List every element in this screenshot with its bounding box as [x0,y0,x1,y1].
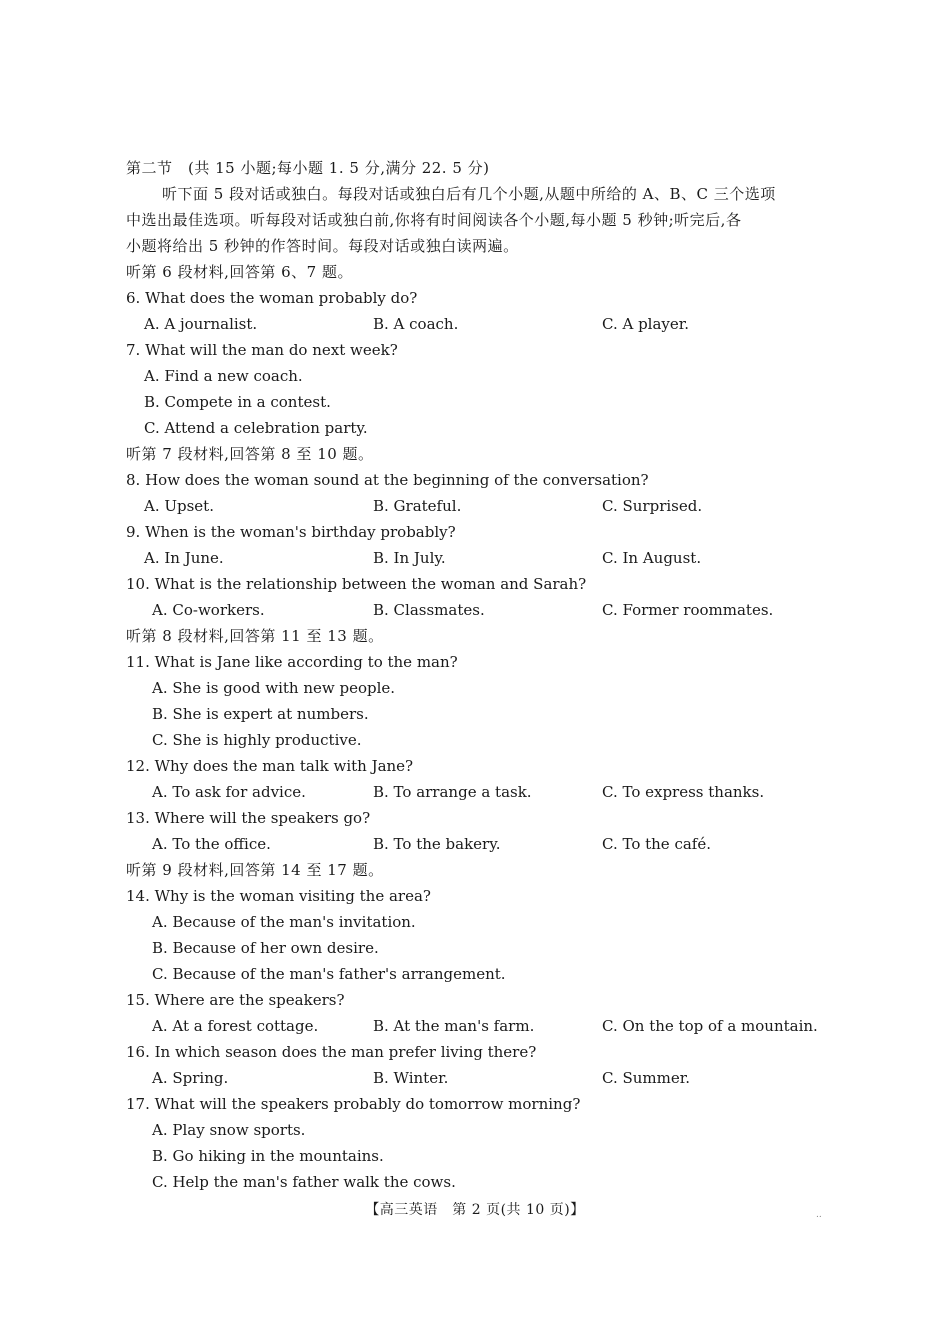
question-stem: 11. What is Jane like according to the man? [126,653,458,671]
page-footer [0,1200,950,1220]
option-c: C. On the top of a mountain. [602,1017,818,1035]
option-c: C. Former roommates. [602,601,774,619]
option-b: B. Compete in a contest. [144,393,331,411]
question-stem: 9. When is the woman's birthday probably? [126,523,456,541]
instruction-line: 听下面 5 段对话或独白。每段对话或独白后有几个小题,从题中所给的 A、B、C 三个选项 [162,185,776,203]
option-b: B. In July. [373,549,446,567]
option-c: C. A player. [602,315,690,333]
group-header: 听第 6 段材料,回答第 6、7 题。 [126,263,353,281]
option-c: C. Attend a celebration party. [144,419,368,437]
instruction-line: 小题将给出 5 秒钟的作答时间。每段对话或独白读两遍。 [126,237,519,255]
group-header: 听第 9 段材料,回答第 14 至 17 题。 [126,861,384,879]
scan-mark: .. [816,1210,822,1220]
option-b: B. A coach. [373,315,459,333]
section-title: 第二节 (共 15 小题;每小题 1. 5 分,满分 22. 5 分) [126,159,490,177]
option-b: B. She is expert at numbers. [152,705,369,723]
question-stem: 7. What will the man do next week? [126,341,398,359]
option-c: C. Because of the man's father's arrangement. [152,965,506,983]
option-b: B. To arrange a task. [373,783,532,801]
question-stem: 10. What is the relationship between the woman and Sarah? [126,575,587,593]
question-stem: 13. Where will the speakers go? [126,809,371,827]
option-c: C. Surprised. [602,497,703,515]
option-b: B. Winter. [373,1069,449,1087]
question-stem: 17. What will the speakers probably do tomorrow morning? [126,1095,581,1113]
option-b: B. Classmates. [373,601,485,619]
option-a: A. Because of the man's invitation. [152,913,416,931]
option-b: B. Because of her own desire. [152,939,379,957]
option-a: A. Upset. [144,497,214,515]
option-c: C. She is highly productive. [152,731,362,749]
option-c: C. Summer. [602,1069,691,1087]
option-b: B. Grateful. [373,497,462,515]
option-a: A. At a forest cottage. [152,1017,319,1035]
option-a: A. To the office. [152,835,271,853]
option-c: C. Help the man's father walk the cows. [152,1173,456,1191]
option-a: A. She is good with new people. [152,679,396,697]
option-b: B. Go hiking in the mountains. [152,1147,384,1165]
option-a: A. Co-workers. [152,601,265,619]
instruction-line: 中选出最佳选项。听每段对话或独白前,你将有时间阅读各个小题,每小题 5 秒钟;听完后,各 [126,211,742,229]
option-a: A. Play snow sports. [152,1121,306,1139]
option-c: C. To the café. [602,835,711,853]
question-stem: 8. How does the woman sound at the beginning of the conversation? [126,471,649,489]
option-b: B. To the bakery. [373,835,501,853]
question-stem: 6. What does the woman probably do? [126,289,418,307]
option-a: A. Find a new coach. [144,367,303,385]
option-a: A. A journalist. [144,315,258,333]
option-c: C. To express thanks. [602,783,765,801]
option-a: A. Spring. [152,1069,229,1087]
question-stem: 15. Where are the speakers? [126,991,345,1009]
option-b: B. At the man's farm. [373,1017,535,1035]
group-header: 听第 8 段材料,回答第 11 至 13 题。 [126,627,384,645]
question-stem: 16. In which season does the man prefer living there? [126,1043,537,1061]
question-stem: 12. Why does the man talk with Jane? [126,757,414,775]
group-header: 听第 7 段材料,回答第 8 至 10 题。 [126,445,374,463]
option-a: A. To ask for advice. [152,783,306,801]
option-c: C. In August. [602,549,702,567]
page-footer-text: 【高三英语 第 2 页(共 10 页)】 [365,1202,585,1218]
question-stem: 14. Why is the woman visiting the area? [126,887,431,905]
option-a: A. In June. [144,549,224,567]
